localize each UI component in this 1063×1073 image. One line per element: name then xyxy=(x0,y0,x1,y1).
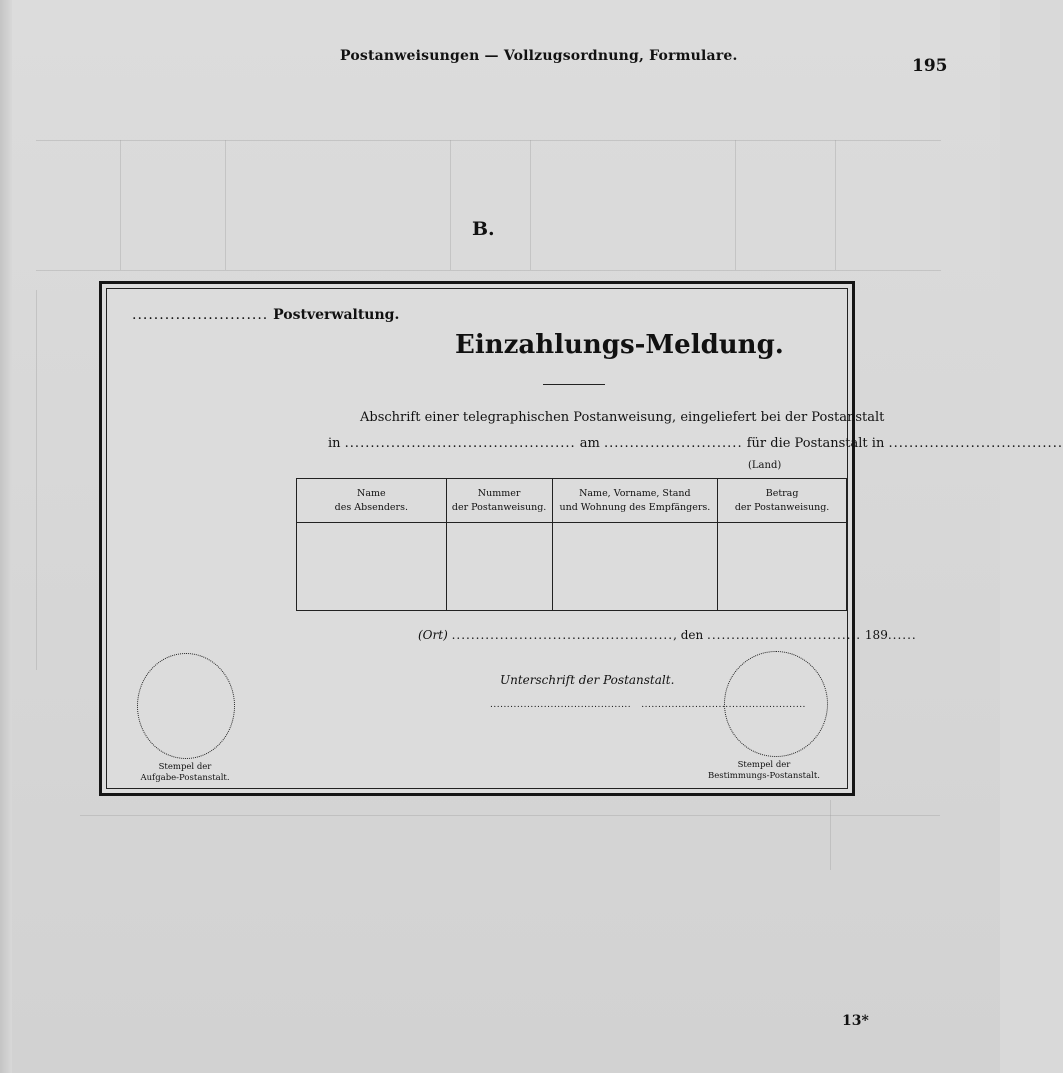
show-through-rule xyxy=(830,800,831,870)
page-number: 195 xyxy=(912,56,948,76)
number-cell xyxy=(446,523,552,611)
show-through-rule xyxy=(120,140,121,270)
administration-label: ......................... Postverwaltung. xyxy=(132,307,400,323)
header-amount: Betrag der Postanweisung. xyxy=(718,479,847,523)
show-through-rule xyxy=(735,140,736,270)
sender-cell xyxy=(297,523,447,611)
location-line: in ............................................. am ........................... für die Postanstalt in .................................. xyxy=(328,436,1063,451)
signature-label: Unterschrift der Postanstalt. xyxy=(500,673,675,687)
show-through-rule xyxy=(36,140,941,141)
header-sender: Name des Absenders. xyxy=(297,479,447,523)
origin-stamp-circle xyxy=(137,653,235,759)
entry-table xyxy=(296,478,847,611)
show-through-rule xyxy=(450,140,451,270)
running-head: Postanweisungen — Vollzugsordnung, Formulare. xyxy=(340,48,738,64)
signature-line: .......................................... ................................................. xyxy=(490,700,806,710)
show-through-rule xyxy=(80,815,940,816)
place-date-line: (Ort) .............................................., den ................................ 189...... xyxy=(418,628,917,642)
header-number: Nummer der Postanweisung. xyxy=(446,479,552,523)
show-through-rule xyxy=(36,270,941,271)
table-header-row xyxy=(297,479,847,523)
signature-mark: 13* xyxy=(842,1013,869,1029)
recipient-cell xyxy=(552,523,718,611)
destination-stamp-circle xyxy=(724,651,828,757)
show-through-rule xyxy=(36,290,37,670)
show-through-rule xyxy=(530,140,531,270)
page-gutter xyxy=(0,0,12,1073)
intro-line: Abschrift einer telegraphischen Postanweisung, eingeliefert bei der Postanstalt xyxy=(360,410,885,425)
table-row xyxy=(297,523,847,611)
destination-stamp-label: Stempel der Bestimmungs-Postanstalt. xyxy=(707,760,820,781)
title-rule xyxy=(543,384,605,385)
origin-stamp-label: Stempel der Aufgabe-Postanstalt. xyxy=(140,762,230,783)
section-letter: B. xyxy=(472,218,495,240)
show-through-rule xyxy=(835,140,836,270)
amount-cell xyxy=(718,523,847,611)
header-recipient: Name, Vorname, Stand und Wohnung des Empfängers. xyxy=(552,479,718,523)
form-title: Einzahlungs-Meldung. xyxy=(455,330,784,360)
show-through-rule xyxy=(225,140,226,270)
land-label: (Land) xyxy=(748,460,782,471)
